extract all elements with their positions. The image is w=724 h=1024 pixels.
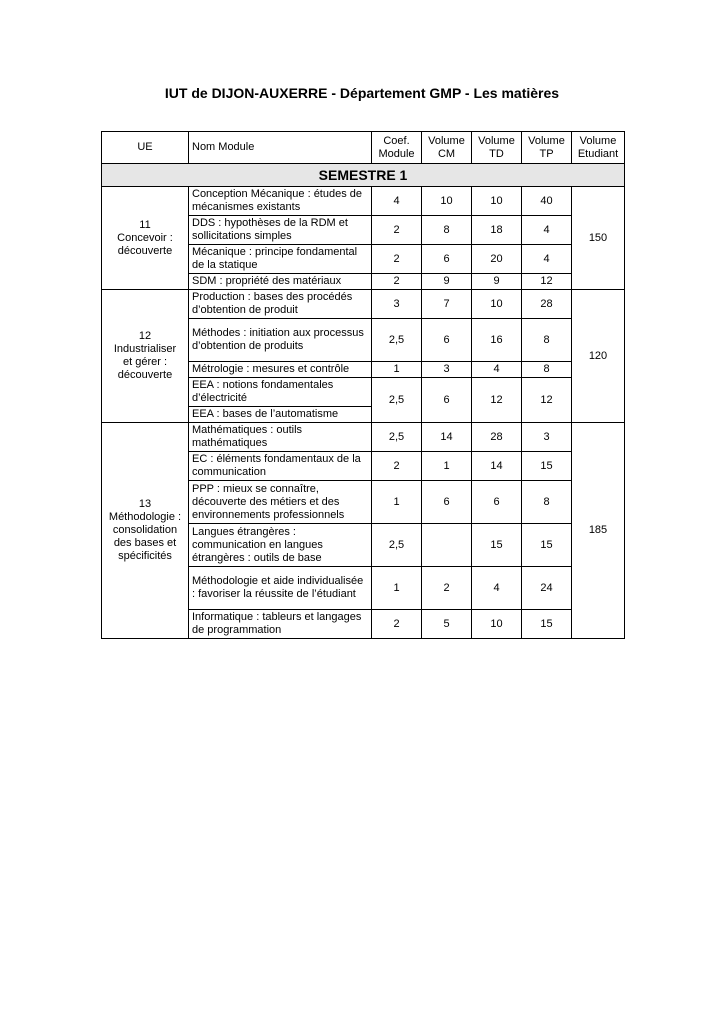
ue-label: 12 Industrialiser et gérer : découverte <box>102 290 189 423</box>
cm-value: 6 <box>422 481 472 524</box>
module-name: Langues étrangères : communication en langues étrangères : outils de base <box>189 524 372 567</box>
module-name: Informatique : tableurs et langages de programmation <box>189 610 372 639</box>
table-row <box>102 187 625 216</box>
td-value: 12 <box>472 378 522 423</box>
header-volume-tp: Volume TP <box>522 132 572 164</box>
modules-table <box>101 131 625 423</box>
td-value: 18 <box>472 216 522 245</box>
cm-value <box>422 524 472 567</box>
modules-table-continued <box>101 422 625 639</box>
coef-value: 2 <box>372 245 422 274</box>
module-name: Méthodes : initiation aux processus d’obtention de produits <box>189 319 372 362</box>
header-coef: Coef. Module <box>372 132 422 164</box>
cm-value: 3 <box>422 362 472 378</box>
coef-value: 2 <box>372 452 422 481</box>
module-name: DDS : hypothèses de la RDM et sollicitations simples <box>189 216 372 245</box>
module-name: PPP : mieux se connaître, découverte des métiers et des environnements professionnels <box>189 481 372 524</box>
td-value: 6 <box>472 481 522 524</box>
header-ue: UE <box>102 132 189 164</box>
tp-value: 12 <box>522 378 572 423</box>
header-row <box>102 132 625 164</box>
td-value: 14 <box>472 452 522 481</box>
ue-label: 11 Concevoir : découverte <box>102 187 189 290</box>
coef-value: 3 <box>372 290 422 319</box>
td-value: 10 <box>472 610 522 639</box>
td-value: 10 <box>472 290 522 319</box>
coef-value: 2 <box>372 274 422 290</box>
ue-volume: 150 <box>572 187 625 290</box>
module-name: Mécanique : principe fondamental de la statique <box>189 245 372 274</box>
tp-value: 12 <box>522 274 572 290</box>
header-volume-td: Volume TD <box>472 132 522 164</box>
module-name: Mathématiques : outils mathématiques <box>189 423 372 452</box>
td-value: 9 <box>472 274 522 290</box>
tp-value: 40 <box>522 187 572 216</box>
coef-value: 2 <box>372 216 422 245</box>
coef-value: 1 <box>372 567 422 610</box>
cm-value: 6 <box>422 245 472 274</box>
module-name: Conception Mécanique : études de mécanismes existants <box>189 187 372 216</box>
cm-value: 8 <box>422 216 472 245</box>
header-volume-etudiant: Volume Etudiant <box>572 132 625 164</box>
td-value: 4 <box>472 567 522 610</box>
table-row <box>102 423 625 452</box>
td-value: 10 <box>472 187 522 216</box>
cm-value: 6 <box>422 378 472 423</box>
ue-label: 13 Méthodologie : consolidation des bases et spécificités <box>102 423 189 639</box>
tp-value: 24 <box>522 567 572 610</box>
module-name: EEA : notions fondamentales d’électricité <box>189 378 372 407</box>
tp-value: 8 <box>522 481 572 524</box>
page-title: IUT de DIJON-AUXERRE - Département GMP - Les matières <box>164 85 560 101</box>
semester-row <box>102 164 625 187</box>
td-value: 4 <box>472 362 522 378</box>
header-volume-cm: Volume CM <box>422 132 472 164</box>
cm-value: 7 <box>422 290 472 319</box>
module-name: EC : éléments fondamentaux de la communication <box>189 452 372 481</box>
module-name: EEA : bases de l’automatisme <box>189 407 372 423</box>
ue-volume: 120 <box>572 290 625 423</box>
tp-value: 15 <box>522 610 572 639</box>
module-name: Métrologie : mesures et contrôle <box>189 362 372 378</box>
td-value: 20 <box>472 245 522 274</box>
tp-value: 28 <box>522 290 572 319</box>
td-value: 28 <box>472 423 522 452</box>
cm-value: 10 <box>422 187 472 216</box>
module-name: Méthodologie et aide individualisée : favoriser la réussite de l’étudiant <box>189 567 372 610</box>
cm-value: 9 <box>422 274 472 290</box>
td-value: 15 <box>472 524 522 567</box>
coef-value: 2,5 <box>372 319 422 362</box>
td-value: 16 <box>472 319 522 362</box>
tp-value: 15 <box>522 452 572 481</box>
coef-value: 2 <box>372 610 422 639</box>
tp-value: 8 <box>522 362 572 378</box>
semester-label: SEMESTRE 1 <box>102 164 625 187</box>
cm-value: 1 <box>422 452 472 481</box>
tp-value: 4 <box>522 245 572 274</box>
header-module: Nom Module <box>189 132 372 164</box>
coef-value: 1 <box>372 362 422 378</box>
tp-value: 4 <box>522 216 572 245</box>
coef-value: 2,5 <box>372 423 422 452</box>
cm-value: 2 <box>422 567 472 610</box>
module-name: Production : bases des procédés d’obtention de produit <box>189 290 372 319</box>
module-name: SDM : propriété des matériaux <box>189 274 372 290</box>
table-row <box>102 290 625 319</box>
coef-value: 2,5 <box>372 524 422 567</box>
cm-value: 5 <box>422 610 472 639</box>
coef-value: 1 <box>372 481 422 524</box>
coef-value: 2,5 <box>372 378 422 423</box>
coef-value: 4 <box>372 187 422 216</box>
ue-volume: 185 <box>572 423 625 639</box>
tp-value: 8 <box>522 319 572 362</box>
tp-value: 15 <box>522 524 572 567</box>
cm-value: 6 <box>422 319 472 362</box>
tp-value: 3 <box>522 423 572 452</box>
cm-value: 14 <box>422 423 472 452</box>
